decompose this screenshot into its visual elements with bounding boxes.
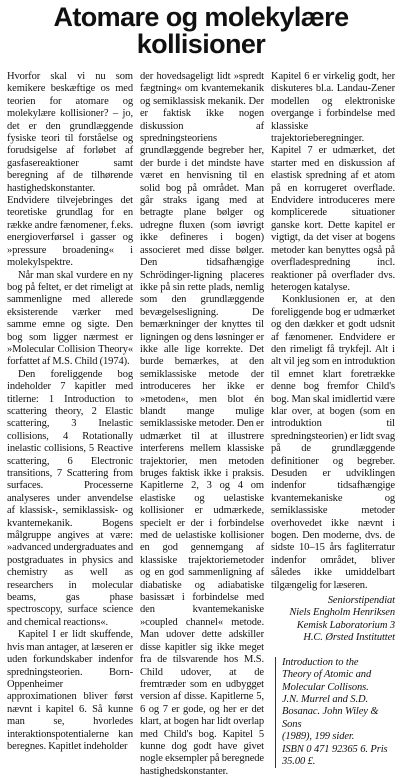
paragraph: Kapitel I er lidt skuffende, hvis man antager, at læseren er uden forkundskaber indenfor spredningsteorien. Born-Oppenheimer approximationen bliver først nævnt i kapitel 6. Så kunne man se, hvorledes interaktionspotentialerne kan beregnes. Kapitlet indeholder xyxy=(7,629,133,752)
book-info-line: J.N. Murrel and S.D. Bosanac. John Wiley & Sons xyxy=(282,693,379,730)
reviewer-signature xyxy=(271,595,395,645)
book-info-line: Molecular Collisons. xyxy=(282,681,369,693)
article-body xyxy=(7,71,395,777)
paragraph: der hovedsageligt lidt »spredt fægtning« om kvantemekanik og semiklassisk mekanik. Der er faktisk ikke nogen diskussion af spredningsteoriens grundlæggende begreber her, der burde i det mindste have været en henvisning til en solid bog på området. Man går straks igang med at betragte plane bølger og udregne fluxen (som iøvrigt ikke defineres i bogen) associeret med disse bølger. Den tidsafhængige Schrödinger-ligning placeres ikke på sin rette plads, nemlig som den grundlæggende bevægelsesligning. De bemærkninger der knyttes til ligningen og dens løsninger er ikke alle lige korrekte. Det burde bemærkes, at den semiklassiske metode der introduceres her ikke er »metoden«, men blot én blandt mange mulige semiklassiske metoder. Den er udmærket til at illustrere interferens mellem klassiske trajektorier, men metoden bruges faktisk ikke i praksis. Kapitlerne 2, 3 og 4 om elastiske og uelastiske kollisioner er udmærkede, specielt er der i forbindelse med de uelastiske kollisioner en god gennemgang af klassiske trajektoriemetoder og en god sammenligning af diabatiske og adiabatiske basissæt i forbindelse med den kvantemekaniske »coupled channel« metode. Man udover dette adskiller disse kapitler sig ikke meget fra de tilsvarende hos M.S. Child udover, at de fremtræder som en udbygget version af disse. Kapitlerne 5, 6 og 7 er gode, og her er det klart, at bogen har lidt overlap med Child's bog. Kapitel 5 kunne dog godt have givet nogle eksempler på beregnede hastighedskonstanter. xyxy=(140,71,264,777)
book-info-line: Introduction to the xyxy=(282,656,359,668)
paragraph: Kapitel 6 er virkelig godt, her diskuteres bl.a. Landau-Zener modellen og elektroniske overgange i forbindelse med klassiske trajektorieberegninger. Kapitel 7 er udmærket, det starter med en diskussion af elastisk spredning af et atom på en korrugeret overflade. Endvidere introduceres mere komplicerede situationer ganske kort. Dette kapitel er vigtigt, da det viser at bogens metoder kan benyttes også på overfladespredning incl. reaktioner på overflader dvs. heterogen katalyse. xyxy=(271,71,395,293)
book-info-line: ISBN 0 471 92365 6. Pris xyxy=(282,743,388,755)
column-2 xyxy=(140,71,264,778)
column-3 xyxy=(271,71,395,768)
signature-line: Niels Engholm Henriksen xyxy=(289,607,395,619)
paragraph: Den foreliggende bog indeholder 7 kapitler med titlerne: 1 Introduction to scattering theory, 2 Elastic scattering, 3 Inelastic collisions, 4 Rotationally inelastic collisions, 5 Reactive scattering, 6 Electronic transitions, 7 Scattering from surfaces. Processerne analyseres under anvendelse af klassisk-, semiklassisk- og kvantemekanik. Bogens målgruppe angives at være: »advanced undergraduates and postgraduates in physics and chemistry as well as researchers in molecular beams, gas phase spectroscopy, surface science and chemical reactions«. xyxy=(7,368,133,628)
book-info-line: Theory of Atomic and xyxy=(282,669,372,681)
signature-line: H.C. Ørsted Instituttet xyxy=(303,632,395,644)
paragraph: Hvorfor skal vi nu som kemikere beskæftige os med teorien for atomare og molekylære kollisioner? – jo, det er den grundlæggende fysiske teori til forståelse og forudsigelse af forløbet af gasfasereaktioner samt beregning af de tilhørende hastighedskonstanter. Endvidere tilvejebringes det teoretiske grundlag for en række andre fænomener, f.eks. energioverførsel i gasser og »pressure broadening« i molekylspektre. xyxy=(7,71,133,269)
book-info-line: (1989), 199 sider. xyxy=(282,731,355,743)
signature-line: Seniorstipendiat xyxy=(327,595,395,607)
column-1 xyxy=(7,71,133,753)
book-info-line: 35.00 £. xyxy=(282,755,316,767)
paragraph: Når man skal vurdere en ny bog på feltet, er det rimeligt at sammenligne med allerede eksisterende værker med samme emne og sigte. Den bog som ligger nærmest er »Molecular Collision Theory« forfattet af M.S. Child (1974). xyxy=(7,269,133,368)
signature-line: Kemisk Laboratorium 3 xyxy=(296,619,395,631)
article-title: Atomare og molekylære kollisioner xyxy=(53,2,349,59)
paragraph: Konklusionen er, at den foreliggende bog er udmærket og den dækker et godt udsnit af fænomener. Endvidere er den rimeligt få trykfejl. Alt i alt vil jeg som en introduktion til emnet klart foretrække denne bog fremfor Child's bog. Man skal imidlertid være klar over, at bogen (som en introduktion til spredningsteorien) er lidt svag på de grundlæggende definitioner og begreber. Desuden er udviklingen indenfor tidsafhængige kvantemekaniske og semiklassiske metoder overhovedet ikke nævnt i bogen. Den moderne, dvs. de sidste 10–15 års fagliterratur indenfor området, bliver således ikke umiddelbart tilgængelig for læseren. xyxy=(271,294,395,591)
